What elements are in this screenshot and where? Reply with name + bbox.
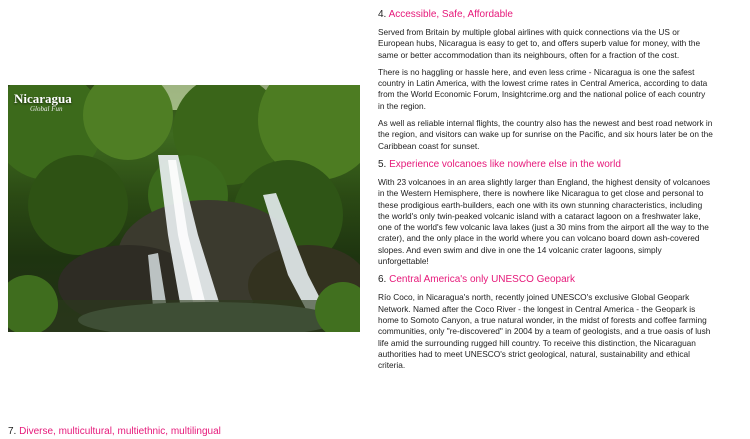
section-number: 4. — [378, 9, 387, 20]
section-6-heading — [378, 273, 714, 286]
section-6-title-link[interactable]: Central America's only UNESCO Geopark — [389, 274, 575, 286]
section-number: 5. — [378, 158, 387, 170]
section-number: 7. — [8, 426, 17, 437]
section-4-paragraph-2: There is no haggling or hassle here, and even less crime - Nicaragua is one the safest country in Latin America, with the lowest crime rates in Central America, according to data from the World Economic Forum, Insightcrime.org and the national police of each country in the region. — [378, 66, 708, 111]
waterfall-photo — [8, 85, 360, 332]
section-4-heading — [378, 8, 714, 21]
logo-tagline: Global Fun — [30, 105, 63, 113]
section-5-title-link[interactable]: Experience volcanoes like nowhere else in the world — [389, 158, 621, 170]
section-number: 6. — [378, 274, 387, 286]
section-7-title-link[interactable]: Diverse, multicultural, multiethnic, multilingual — [19, 426, 221, 437]
waterfall-illustration — [8, 85, 360, 332]
section-7-heading — [8, 425, 221, 438]
section-4-paragraph-1: Served from Britain by multiple global airlines with quick connections via the US or European hubs, Nicaragua is easy to get to, and offers superb value for money, with the same or better accommodation than its neighbours, often for a fraction of the cost. — [378, 27, 701, 60]
nicaragua-logo: Nicaragua — [14, 91, 72, 106]
section-4-paragraph-3: As well as reliable internal flights, the country also has the newest and best road network in the region, and visitors can wake up for sunrise on the Pacific, and six hours later be on the Caribbean coast for sunset. — [378, 118, 713, 151]
article-content — [378, 8, 714, 377]
section-6-paragraph-1: Río Coco, in Nicaragua's north, recently joined UNESCO's exclusive Global Geopark Network. Named after the Coco River - the longest in Central America - the Geopark is home to Somoto Canyon, a true natural wonder, in the midst of forests and coffee farming communities, only "re-discovered" in 2004 by a team of geologists, and a true oasis of lush life amid the surrounding rugged hill country. To receive this distinction, the Nicaraguan authorities had to meet UNESCO's strict geological, natural, sustainability and ethical criteria. — [378, 292, 711, 371]
section-4-title-link[interactable]: Accessible, Safe, Affordable — [388, 9, 513, 20]
section-5-paragraph-1: With 23 volcanoes in an area slightly larger than England, the highest density of volcanoes in the Western Hemisphere, there is nowhere like Nicaragua to get close and personal to these prodigious earth-builders, each one with its own stunning characteristics, including the world's only twin-peaked volcanic island with a cataract lagoon on a freshwater lake, one of the world's few volcanic lava lakes (just a 30 mins from the airport all the way to the crater), and the only place in the world where you can volcano board down ash-covered slopes. And even swim and dive in one the 14 volcanic crater lagoons, simply unforgettable! — [378, 176, 711, 267]
section-5-heading — [378, 158, 714, 171]
